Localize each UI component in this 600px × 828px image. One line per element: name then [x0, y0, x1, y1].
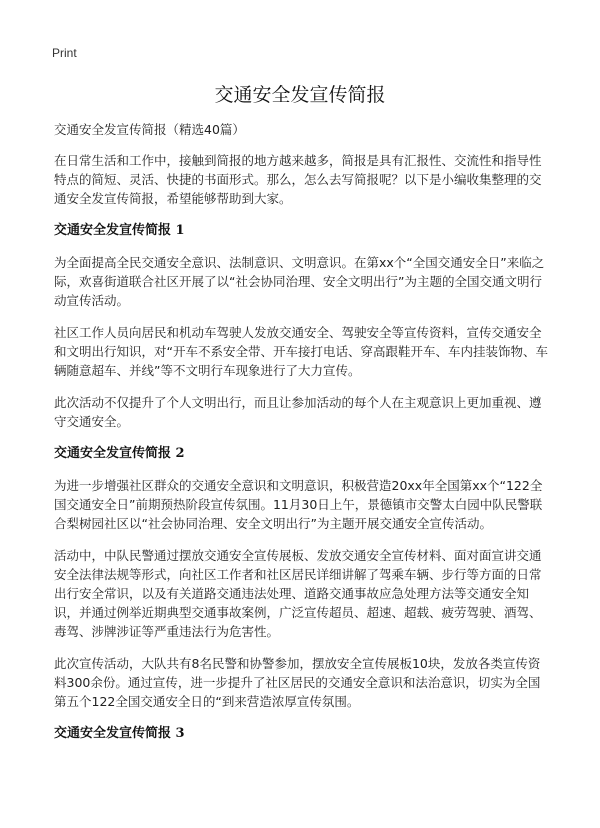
section-paragraph: 此次宣传活动，大队共有8名民警和协警参加，摆放安全宣传展板10块，发放各类宣传资料300余份。通过宣传，进一步提升了社区居民的交通安全意识和法治意识，切实为全国第五个122全国交通安全日的“到来营造浓厚宣传氛围。 — [54, 656, 541, 709]
section-heading: 交通安全发宣传简报 2 — [54, 446, 185, 461]
print-label[interactable]: Print — [52, 46, 77, 60]
section-paragraph: 此次活动不仅提升了个人文明出行，而且让参加活动的每个人在主观意识上更加重视、遵守交通安全。 — [54, 395, 542, 429]
document-subtitle: 交通安全发宣传简报（精选40篇） — [54, 122, 245, 137]
section-paragraph: 社区工作人员向居民和机动车驾驶人发放交通安全、驾驶安全等宣传资料，宣传交通安全和文明出行知识，对“开车不系安全带、开车接打电话、穿高跟鞋开车、车内挂装饰物、车辆随意超车、并线”等不文明行车现象进行了大力宣传。 — [54, 325, 548, 378]
section-paragraph: 活动中，中队民警通过摆放交通安全宣传展板、发放交通安全宣传材料、面对面宣讲交通安全法律法规等形式，向社区工作者和社区居民详细讲解了驾乘车辆、步行等方面的日常出行安全常识，以及有关道路交通违法处理、道路交通事故应急处理方法等交通安全知识，并通过例举近期典型交通事故案例，广泛宣传超员、超速、超载、疲劳驾驶、酒驾、毒驾、涉牌涉证等严重违法行为危害性。 — [54, 548, 542, 639]
document-title: 交通安全发宣传简报 — [214, 84, 386, 106]
section-heading: 交通安全发宣传简报 1 — [54, 223, 185, 238]
section-paragraph: 为全面提高全民交通安全意识、法制意识、文明意识。在第xx个“全国交通安全日”来临之际，欢喜街道联合社区开展了以“社会协同治理、安全文明出行”为主题的全国交通文明行动宣传活动。 — [54, 255, 545, 308]
section-paragraph: 为进一步增强社区群众的交通安全意识和文明意识，积极营造20xx年全国第xx个“122全国交通安全日”前期预热阶段宣传氛围。11月30日上午，景德镇市交警太白园中队民警联合梨树园社区以“社会协同治理、安全文明出行”为主题开展交通安全宣传活动。 — [54, 478, 543, 531]
intro-paragraph: 在日常生活和工作中，接触到简报的地方越来越多，简报是具有汇报性、交流性和指导性特点的简短、灵活、快捷的书面形式。那么，怎么去写简报呢？以下是小编收集整理的交通安全发宣传简报，希望能够帮助到大家。 — [54, 153, 542, 206]
section-heading: 交通安全发宣传简报 3 — [54, 726, 185, 741]
document-body — [54, 120, 550, 756]
